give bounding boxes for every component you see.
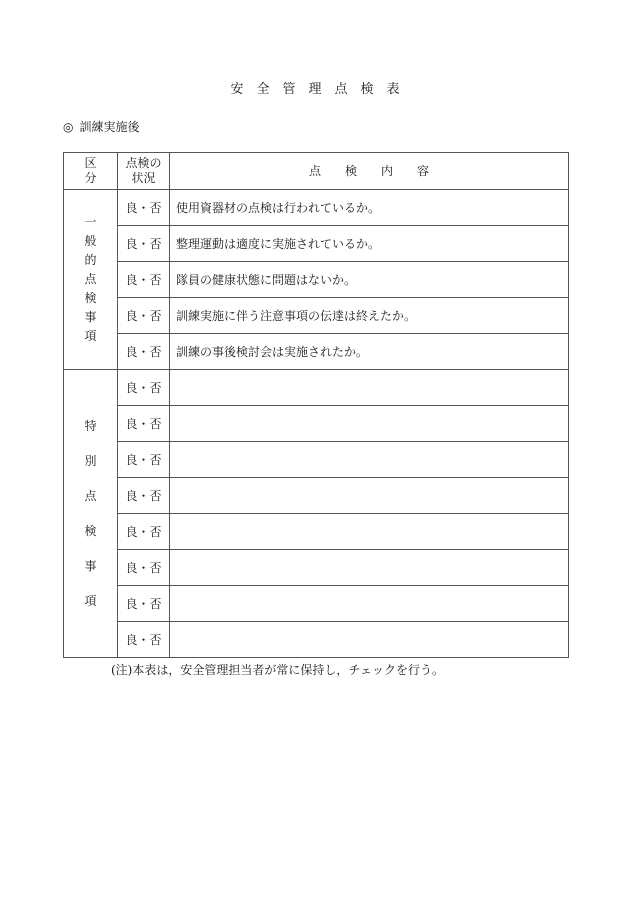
table-row [64,586,569,622]
table-row [64,298,569,334]
section-heading-text: 訓練実施後 [79,120,140,134]
table-row [64,622,569,658]
table-row [64,370,569,406]
table-header-row [64,153,569,190]
content-cell-empty[interactable] [170,370,569,406]
content-cell: 訓練の事後検討会は実施されたか。 [170,334,569,370]
content-cell-empty[interactable] [170,622,569,658]
header-category: 区分 [64,153,118,190]
table-row [64,406,569,442]
category-general [64,190,118,370]
status-cell[interactable]: 良・否 [118,514,170,550]
table-row [64,262,569,298]
header-content: 点検内容 [170,153,569,190]
status-cell[interactable]: 良・否 [118,226,170,262]
content-cell-empty[interactable] [170,478,569,514]
table-row [64,478,569,514]
header-status-line2: 状況 [131,171,156,185]
category-general-label: 一 般 的 点 検 事 項 [84,215,97,343]
double-circle-icon: ◎ [63,120,74,134]
status-cell[interactable]: 良・否 [118,334,170,370]
status-cell[interactable]: 良・否 [118,622,170,658]
status-cell[interactable]: 良・否 [118,478,170,514]
status-cell[interactable]: 良・否 [118,586,170,622]
content-cell-empty[interactable] [170,442,569,478]
header-status [118,153,170,190]
table-row [64,226,569,262]
footnote: (注)本表は，安全管理担当者が常に保持し，チェックを行う。 [111,663,445,677]
content-cell: 整理運動は適度に実施されているか。 [170,226,569,262]
content-cell: 訓練実施に伴う注意事項の伝達は終えたか。 [170,298,569,334]
content-cell-empty[interactable] [170,586,569,622]
content-cell-empty[interactable] [170,406,569,442]
category-special [64,370,118,658]
content-cell: 使用資器材の点検は行われているか。 [170,190,569,226]
content-cell-empty[interactable] [170,550,569,586]
section-heading [63,118,140,135]
content-cell: 隊員の健康状態に問題はないか。 [170,262,569,298]
status-cell[interactable]: 良・否 [118,262,170,298]
header-status-line1: 点検の [125,156,162,170]
table-row [64,442,569,478]
safety-checklist-table [63,152,569,658]
status-cell[interactable]: 良・否 [118,298,170,334]
document-title: 安全管理点検表 [230,82,413,97]
table-row [64,514,569,550]
status-cell[interactable]: 良・否 [118,370,170,406]
status-cell[interactable]: 良・否 [118,550,170,586]
content-cell-empty[interactable] [170,514,569,550]
status-cell[interactable]: 良・否 [118,406,170,442]
table-row [64,190,569,226]
table-row [64,334,569,370]
status-cell[interactable]: 良・否 [118,190,170,226]
category-special-label: 特 別 点 検 事 項 [84,418,97,608]
table-row [64,550,569,586]
status-cell[interactable]: 良・否 [118,442,170,478]
